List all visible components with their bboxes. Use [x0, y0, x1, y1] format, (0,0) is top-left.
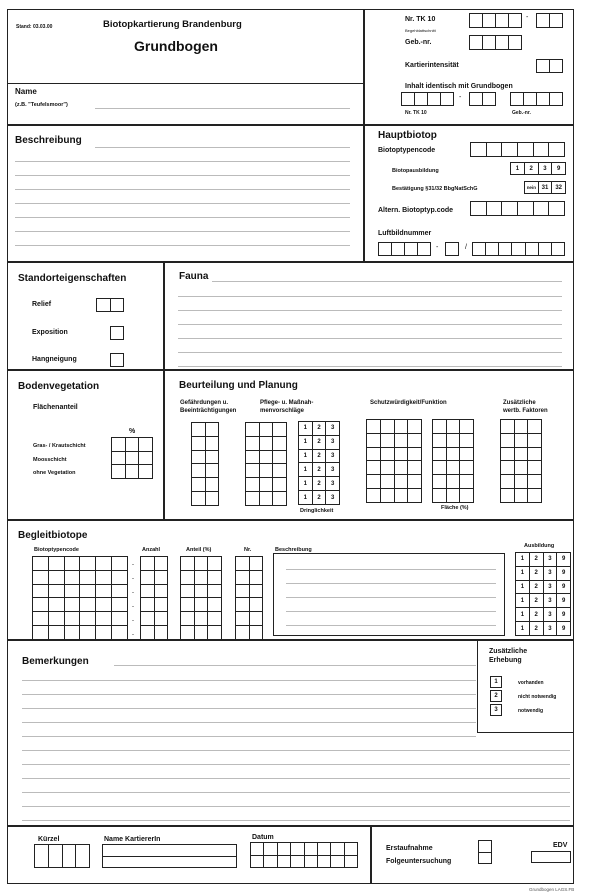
grid-option[interactable]: 3 — [326, 422, 340, 436]
grid-option[interactable]: 3 — [326, 436, 340, 450]
gefaehrdungen-label-2: Beeinträchtigungen — [180, 408, 237, 414]
ausbildung-option[interactable]: 1 — [511, 163, 525, 175]
stand-label: Stand: 03.03.00 — [16, 24, 53, 30]
grid-option[interactable]: 3 — [326, 491, 340, 505]
begleit-ausbildung-grid[interactable] — [515, 552, 571, 636]
hauptbiotop-title: Hauptbiotop — [378, 130, 437, 141]
inhalt-tk10-suffix[interactable] — [469, 92, 496, 106]
bestaetigung-option[interactable]: nein — [525, 182, 539, 194]
bemerkungen-lines-3[interactable] — [22, 737, 570, 821]
begleit-nr-label: Nr. — [244, 547, 252, 553]
bemerkungen-lines[interactable] — [114, 652, 476, 667]
exposition-label: Exposition — [32, 329, 68, 336]
grid-option[interactable]: 2 — [530, 581, 544, 595]
inhalt-dash: - — [459, 94, 462, 101]
beschreibung-lines-2[interactable] — [15, 148, 350, 248]
kartierintensitaet-label: Kartierintensität — [405, 62, 459, 69]
bemerkungen-lines-2[interactable] — [22, 667, 476, 737]
grid-option[interactable]: 3 — [544, 553, 558, 567]
grid-option[interactable]: 1 — [299, 463, 313, 477]
bestaetigung-field[interactable] — [524, 181, 566, 194]
schutz-grid[interactable] — [366, 419, 422, 503]
name-example: (z.B. "Teufelsmoor") — [15, 102, 68, 108]
form-subtitle: Grundbogen — [134, 38, 218, 54]
folge-label: Folgeuntersuchung — [386, 858, 452, 865]
grid-option[interactable]: 1 — [516, 622, 530, 636]
begleit-dashes: - - - - - - — [132, 562, 134, 638]
luftbild-dash: - — [436, 244, 439, 251]
begleit-nr-grid[interactable] — [235, 556, 263, 640]
hangneigung-label: Hangneigung — [32, 356, 77, 363]
flaeche-grid[interactable] — [432, 419, 474, 503]
grid-option[interactable]: 9 — [557, 594, 571, 608]
inhalt-tk10-small: Nr. TK 10 — [405, 110, 427, 116]
grid-option[interactable]: 1 — [516, 567, 530, 581]
grid-option[interactable]: 1 — [299, 477, 313, 491]
flaechenanteil-grid[interactable] — [111, 437, 153, 479]
begleit-anzahl-label: Anzahl — [142, 547, 161, 553]
kartier-inner — [536, 59, 563, 73]
relief-label: Relief — [32, 301, 52, 308]
grid-option[interactable]: 2 — [530, 553, 544, 567]
relief-field[interactable] — [96, 298, 124, 312]
grid-option[interactable]: 3 — [544, 581, 558, 595]
grid-option[interactable]: 1 — [516, 594, 530, 608]
grid-option[interactable]: 9 — [557, 553, 571, 567]
begleit-code-label: Biotoptypencode — [34, 547, 79, 553]
grid-option[interactable]: 1 — [516, 608, 530, 622]
ausbildung-option[interactable]: 9 — [552, 163, 566, 175]
grid-option[interactable]: 2 — [313, 436, 327, 450]
bestaetigung-option[interactable]: 32 — [552, 182, 566, 194]
grid-option[interactable]: 1 — [299, 436, 313, 450]
begleit-title: Begleitbiotope — [18, 530, 88, 541]
begleit-anteil-grid[interactable] — [180, 556, 222, 640]
boden-item: ohne Vegetation — [33, 470, 76, 476]
begleit-anteil-label: Anteil (%) — [186, 547, 212, 553]
ausbildung-option[interactable]: 2 — [525, 163, 539, 175]
flaeche-label: Fläche (%) — [441, 505, 469, 511]
tk10-suffix-field[interactable] — [536, 13, 563, 28]
zusatz-title-2: Erhebung — [489, 657, 522, 664]
bestaetigung-label: Bestätigung §31/32 BbgNatSchG — [392, 186, 478, 192]
hauptbiotop-code-field[interactable] — [470, 142, 565, 157]
grid-option[interactable]: 1 — [299, 450, 313, 464]
erstaufnahme-label: Erstaufnahme — [386, 845, 433, 852]
grid-option[interactable]: 3 — [326, 477, 340, 491]
bemerkungen-title: Bemerkungen — [22, 656, 89, 667]
grid-option[interactable]: 1 — [516, 553, 530, 567]
erhebung-option-label: notwendig — [518, 708, 543, 714]
name-field[interactable] — [95, 108, 350, 109]
dringlichkeit-grid[interactable] — [298, 421, 340, 505]
boden-item: Gras- / Krautschicht — [33, 443, 86, 449]
pflege-label-1: Pflege- u. Maßnah- — [260, 400, 314, 406]
begeh-label: Begehblattschnitt — [405, 28, 436, 33]
edv-label: EDV — [553, 842, 568, 849]
ausbildung-option[interactable]: 3 — [539, 163, 553, 175]
grid-option[interactable]: 3 — [544, 608, 558, 622]
biotopausbildung-label: Biotopausbildung — [392, 168, 439, 174]
beurteilung-title: Beurteilung und Planung — [179, 380, 298, 391]
grid-option[interactable]: 9 — [557, 608, 571, 622]
grid-option[interactable]: 9 — [557, 567, 571, 581]
zusatz-title-1: Zusätzliche — [489, 648, 528, 655]
grid-option[interactable]: 2 — [530, 608, 544, 622]
bestaetigung-option[interactable]: 31 — [539, 182, 553, 194]
grid-option[interactable]: 3 — [544, 622, 558, 636]
inhalt-identisch-label: Inhalt identisch mit Grundbogen — [405, 83, 513, 90]
grid-option[interactable]: 3 — [326, 463, 340, 477]
name-label: Name — [15, 87, 37, 96]
schutz-label: Schutzwürdigkeit/Funktion — [370, 400, 447, 406]
kuerzel-field[interactable] — [34, 844, 90, 868]
fauna-title: Fauna — [179, 271, 209, 282]
form-code: Grundbogen LAGS.FB — [529, 887, 575, 892]
grid-option[interactable]: 1 — [299, 422, 313, 436]
tk10-dash: - — [526, 14, 529, 21]
grid-option[interactable]: 1 — [299, 491, 313, 505]
inhalt-geb-small: Geb.-nr. — [512, 110, 531, 116]
name-kartiererin-label: Name KartiererIn — [104, 836, 161, 843]
begleit-anzahl-grid[interactable] — [140, 556, 168, 640]
datum-label: Datum — [252, 834, 274, 841]
begleit-beschreibung-label: Beschreibung — [275, 547, 312, 553]
luftbild-field-1[interactable] — [378, 242, 431, 256]
luftbild-label: Luftbildnummer — [378, 230, 432, 237]
kuerzel-label: Kürzel — [38, 836, 60, 843]
grid-option[interactable]: 3 — [544, 594, 558, 608]
standort-title: Standorteigenschaften — [18, 273, 127, 284]
pflege-grid[interactable] — [245, 422, 287, 506]
grid-option[interactable]: 2 — [530, 567, 544, 581]
beschreibung-lines[interactable] — [95, 134, 350, 149]
grid-option[interactable]: 2 — [313, 450, 327, 464]
begleit-code-grid[interactable] — [32, 556, 128, 640]
hangneigung-field[interactable] — [110, 353, 124, 367]
fauna-lines-2[interactable] — [178, 283, 562, 367]
gefaehrdungen-label-1: Gefährdungen u. — [180, 400, 228, 406]
nr-tk10-field[interactable] — [469, 13, 522, 28]
erhebung-option-box[interactable]: 2 — [490, 690, 502, 702]
zusaetzlich-label-1: Zusätzliche — [503, 400, 536, 406]
grid-option[interactable]: 9 — [557, 622, 571, 636]
grid-option[interactable]: 2 — [313, 491, 327, 505]
datum-field[interactable] — [250, 842, 358, 868]
inhalt-geb-field[interactable] — [510, 92, 563, 106]
erhebung-option-box[interactable]: 1 — [490, 676, 502, 688]
header-divider — [7, 83, 364, 84]
edv-field[interactable] — [531, 851, 571, 863]
altern-label: Altern. Biotoptyp.code — [378, 207, 454, 214]
boden-title: Bodenvegetation — [18, 381, 100, 392]
begleit-beschreibung-lines — [286, 556, 496, 630]
form-title: Biotopkartierung Brandenburg — [103, 19, 242, 30]
geb-nr-label: Geb.-nr. — [405, 39, 432, 46]
gefaehrdungen-grid[interactable] — [191, 422, 219, 506]
luftbild-slash: / — [465, 244, 467, 251]
pflege-label-2: menvorschläge — [260, 408, 305, 414]
grid-option[interactable]: 3 — [544, 567, 558, 581]
erst-folge-field[interactable] — [478, 840, 492, 864]
grid-option[interactable]: 3 — [326, 450, 340, 464]
erhebung-option-label: nicht notwendig — [518, 694, 557, 700]
zusaetzlich-grid[interactable] — [500, 419, 542, 503]
grid-option[interactable]: 2 — [313, 422, 327, 436]
grid-option[interactable]: 2 — [313, 463, 327, 477]
geb-nr-field[interactable] — [469, 35, 522, 50]
flaechenanteil-label: Flächenanteil — [33, 404, 78, 411]
zusaetzlich-label-2: wertb. Faktoren — [503, 408, 548, 414]
luftbild-field-2[interactable] — [445, 242, 459, 256]
grid-option[interactable]: 9 — [557, 581, 571, 595]
altern-field[interactable] — [470, 201, 565, 216]
erhebung-option-label: vorhanden — [518, 680, 544, 686]
exposition-field[interactable] — [110, 326, 124, 340]
inhalt-tk10-field[interactable] — [401, 92, 454, 106]
name-kartiererin-divider — [102, 856, 237, 857]
begleit-ausbildung-label: Ausbildung — [524, 543, 555, 549]
hauptbiotop-code-label: Biotoptypencode — [378, 147, 436, 154]
grid-option[interactable]: 2 — [530, 594, 544, 608]
fauna-lines[interactable] — [212, 268, 562, 283]
boden-item: Moosschicht — [33, 457, 67, 463]
dringlichkeit-label: Dringlichkeit — [300, 508, 334, 514]
grid-option[interactable]: 2 — [530, 622, 544, 636]
beschreibung-title: Beschreibung — [15, 135, 82, 146]
percent-label: % — [129, 428, 136, 435]
luftbild-field-3[interactable] — [472, 242, 565, 256]
nr-tk10-label: Nr. TK 10 — [405, 16, 436, 23]
grid-option[interactable]: 2 — [313, 477, 327, 491]
grid-option[interactable]: 1 — [516, 581, 530, 595]
erhebung-option-box[interactable]: 3 — [490, 704, 502, 716]
biotopausbildung-field[interactable] — [510, 162, 566, 175]
